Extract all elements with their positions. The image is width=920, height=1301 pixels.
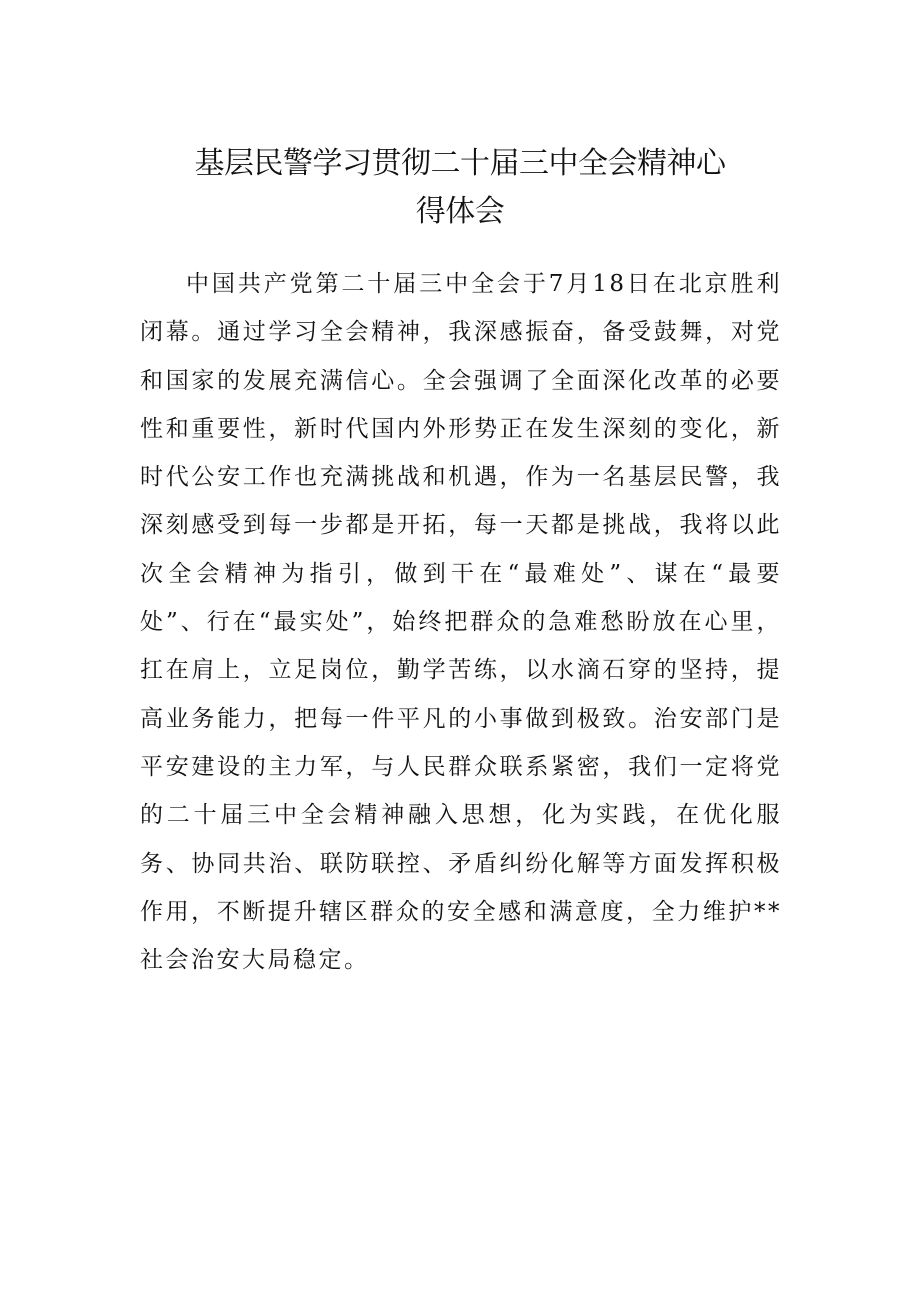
document-title-line-1: 基层民警学习贯彻二十届三中全会精神心 (194, 146, 726, 181)
document-body-paragraph: 中国共产党第二十届三中全会于7月18日在北京胜利闭幕。通过学习全会精神，我深感振奋，备受鼓舞，对党和国家的发展充满信心。全会强调了全面深化改革的必要性和重要性，新时代国内外形势正在发生深刻的变化，新时代公安工作也充满挑战和机遇，作为一名基层民警，我深刻感受到每一步都是开拓，每一天都是挑战，我将以此次全会精神为指引，做到干在“最难处”、谋在“最要处”、行在“最实处”，始终把群众的急难愁盼放在心里，扛在肩上，立足岗位，勤学苦练，以水滴石穿的坚持，提高业务能力，把每一件平凡的小事做到极致。治安部门是平安建设的主力军，与人民群众联系紧密，我们一定将党的二十届三中全会精神融入思想，化为实践，在优化服务、协同共治、联防联控、矛盾纠纷化解等方面发挥积极作用，不断提升辖区群众的安全感和满意度，全力维护**社会治安大局稳定。 (140, 271, 782, 974)
document-title-line-2: 得体会 (415, 194, 505, 229)
document-title (140, 140, 780, 236)
